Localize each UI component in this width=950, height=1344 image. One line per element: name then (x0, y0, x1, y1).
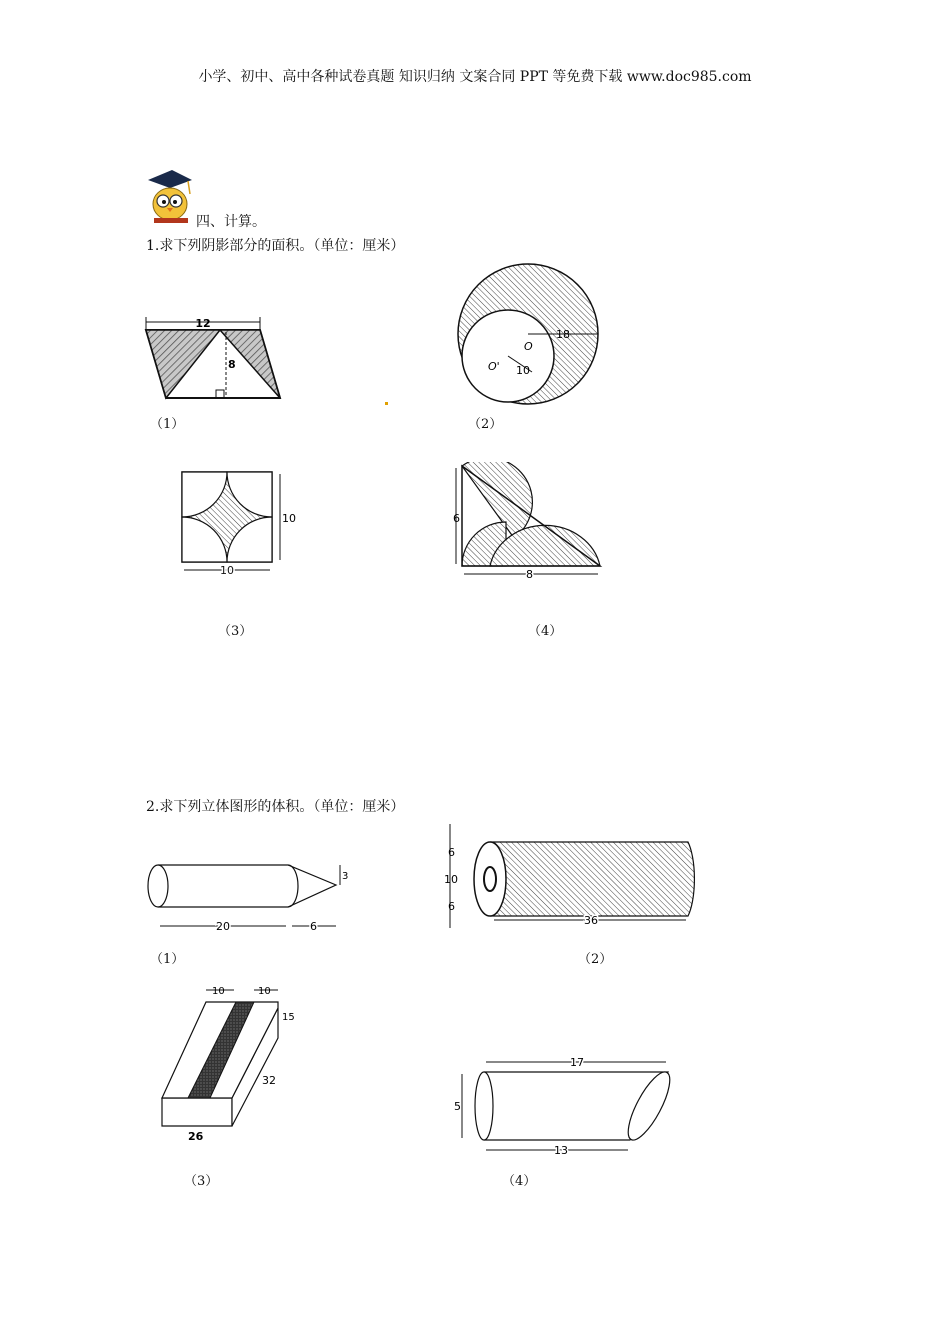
q1-caption-3: （3） (218, 624, 253, 639)
q2-caption-1: （1） (150, 952, 185, 967)
page-header: 小学、初中、高中各种试卷真题 知识归纳 文案合同 PPT 等免费下载 www.doc985.com (198, 69, 752, 85)
q2-f2-label-length: 36 (584, 914, 598, 927)
q2-f1-label-r: 3 (342, 871, 349, 882)
section-title: 四、计算。 (196, 214, 266, 230)
q1-figure-2 (452, 262, 606, 408)
q2-caption-4: （4） (502, 1174, 537, 1189)
question-2-prompt: 2.求下列立体图形的体积。（单位：厘米） (146, 799, 405, 815)
q2-caption-3: （3） (184, 1174, 219, 1189)
q2-figure-2 (438, 820, 706, 932)
q2-f3-label-w1: 10 (212, 986, 225, 997)
q2-f1-label-cone: 6 (310, 920, 317, 933)
q2-f2-label-bottom: 6 (448, 900, 455, 913)
q2-f1-label-length: 20 (216, 920, 230, 933)
q1-caption-1: （1） (150, 417, 185, 432)
q1-f2-label-r: 18 (556, 328, 570, 341)
q2-f4-label-top: 17 (570, 1056, 584, 1069)
q2-f4-label-bottom: 13 (554, 1144, 568, 1157)
q1-f2-label-o-prime: O' (488, 360, 500, 373)
q1-f4-label-bottom: 8 (526, 568, 533, 581)
q2-caption-2: （2） (578, 952, 613, 967)
q1-f4-label-side: 6 (453, 512, 460, 525)
q2-f3-label-base: 26 (188, 1130, 204, 1142)
q1-f1-label-height: 8 (228, 358, 236, 371)
q2-f3-label-w2: 10 (258, 986, 271, 997)
q1-f3-label-bottom: 10 (220, 564, 234, 577)
q2-figure-4 (450, 1052, 682, 1160)
q1-figure-1 (140, 312, 290, 402)
q1-f2-label-o: O (524, 340, 533, 353)
q1-f3-label-side: 10 (282, 512, 296, 525)
question-1-prompt: 1.求下列阴影部分的面积。（单位：厘米） (146, 238, 405, 254)
q2-f2-label-mid: 10 (444, 873, 458, 886)
q1-caption-4: （4） (528, 624, 563, 639)
owl-graduate-icon (142, 168, 194, 226)
q2-f2-label-top: 6 (448, 846, 455, 859)
q2-figure-1 (140, 855, 356, 937)
q1-caption-2: （2） (468, 417, 503, 432)
q2-f4-label-h: 5 (454, 1100, 461, 1113)
q1-f2-label-r2: 10 (516, 364, 530, 377)
q1-figure-3 (174, 466, 296, 580)
q2-f3-label-h: 15 (282, 1012, 295, 1023)
q1-f1-label-top: 12 (195, 317, 211, 330)
q2-figure-3 (158, 980, 300, 1142)
q2-f3-label-len: 32 (262, 1074, 276, 1087)
stray-dot (385, 402, 388, 405)
q1-figure-4 (450, 462, 610, 586)
